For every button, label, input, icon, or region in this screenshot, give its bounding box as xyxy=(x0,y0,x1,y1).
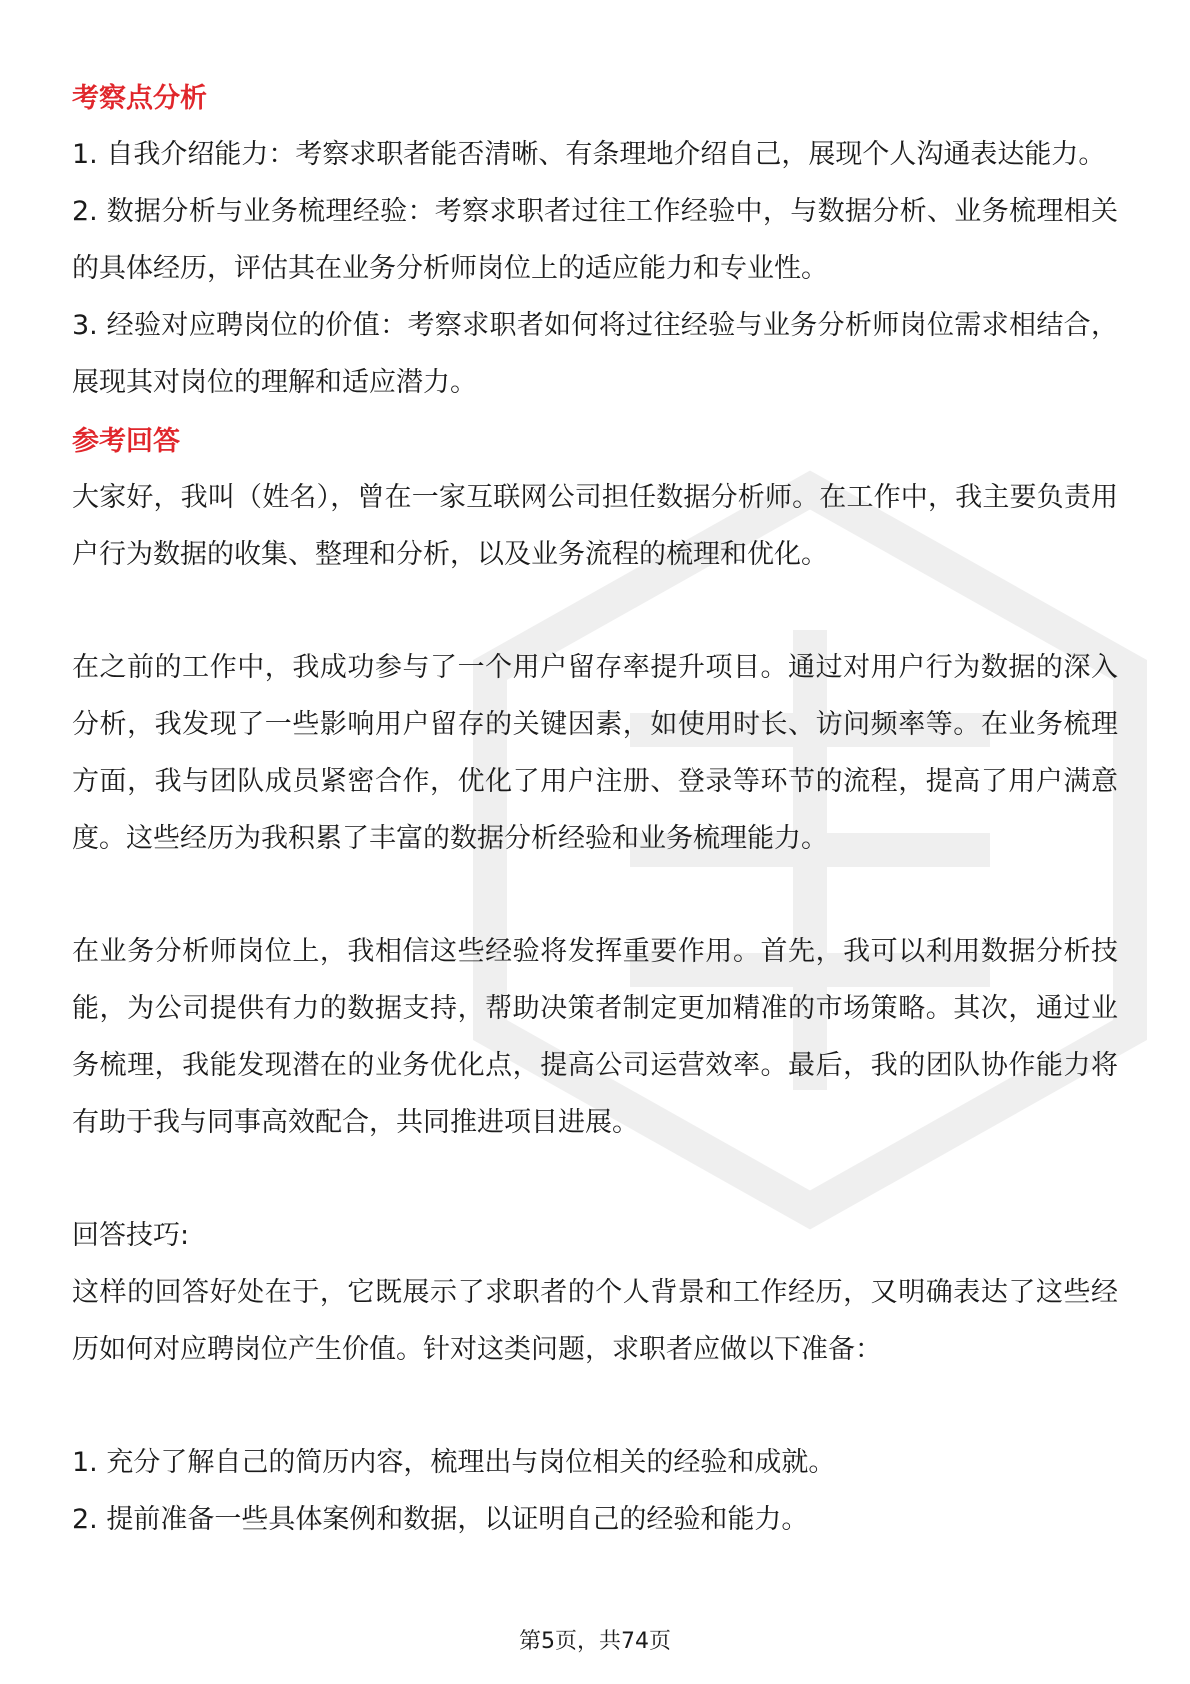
tips-item-2: 2. 提前准备一些具体案例和数据，以证明自己的经验和能力。 xyxy=(72,1504,809,1535)
answer-paragraph-1: 大家好，我叫（姓名），曾在一家互联网公司担任数据分析师。在工作中，我主要负责用户行为数据的收集、整理和分析，以及业务流程的梳理和优化。 xyxy=(72,482,1118,570)
answer-paragraph-3: 在业务分析师岗位上，我相信这些经验将发挥重要作用。首先，我可以利用数据分析技能，为公司提供有力的数据支持，帮助决策者制定更加精准的市场策略。其次，通过业务梳理，我能发现潜在的业务优化点，提高公司运营效率。最后，我的团队协作能力将有助于我与同事高效配合，共同推进项目进展。 xyxy=(72,936,1118,1138)
tips-item-1: 1. 充分了解自己的简历内容，梳理出与岗位相关的经验和成就。 xyxy=(72,1447,836,1478)
tips-label: 回答技巧: xyxy=(72,1220,190,1251)
answer-paragraph-2: 在之前的工作中，我成功参与了一个用户留存率提升项目。通过对用户行为数据的深入分析，我发现了一些影响用户留存的关键因素，如使用时长、访问频率等。在业务梳理方面，我与团队成员紧密合作，优化了用户注册、登录等环节的流程，提高了用户满意度。这些经历为我积累了丰富的数据分析经验和业务梳理能力。 xyxy=(72,652,1118,854)
heading-analysis: 考察点分析 xyxy=(72,83,207,114)
analysis-point-3: 3. 经验对应聘岗位的价值：考察求职者如何将过往经验与业务分析师岗位需求相结合，展现其对岗位的理解和适应潜力。 xyxy=(72,310,1118,398)
analysis-point-2: 2. 数据分析与业务梳理经验：考察求职者过往工作经验中，与数据分析、业务梳理相关的具体经历，评估其在业务分析师岗位上的适应能力和专业性。 xyxy=(72,196,1118,284)
heading-reference-answer: 参考回答 xyxy=(72,426,180,457)
tips-intro: 这样的回答好处在于，它既展示了求职者的个人背景和工作经历，又明确表达了这些经历如何对应聘岗位产生价值。针对这类问题，求职者应做以下准备： xyxy=(72,1277,1118,1365)
analysis-point-1: 1. 自我介绍能力：考察求职者能否清晰、有条理地介绍自己，展现个人沟通表达能力。 xyxy=(72,139,1106,170)
document-page xyxy=(72,72,1118,1548)
page-number: 第5页，共74页 xyxy=(519,1629,671,1654)
